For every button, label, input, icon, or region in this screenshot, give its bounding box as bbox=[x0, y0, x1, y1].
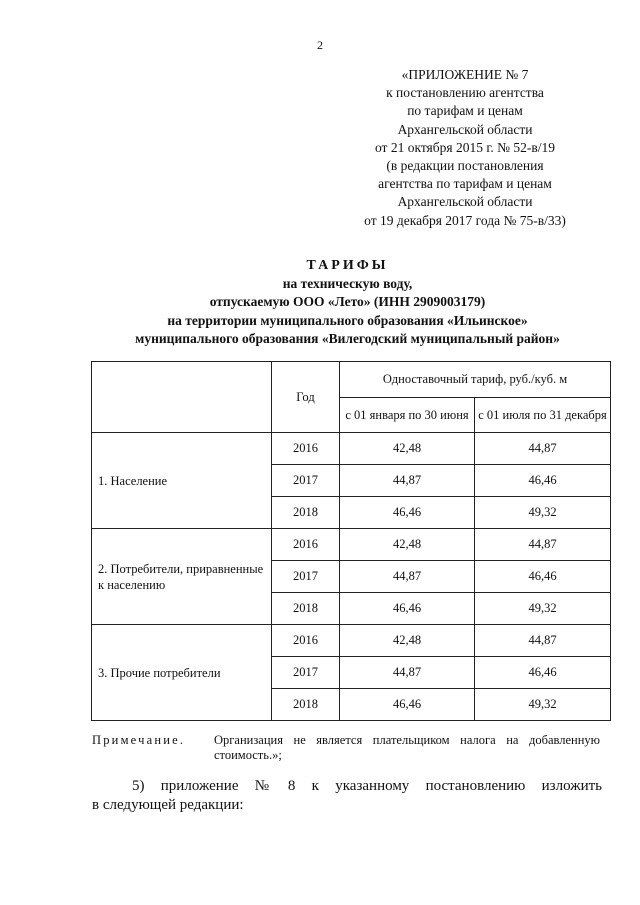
appendix-line: «ПРИЛОЖЕНИЕ № 7 bbox=[401, 67, 529, 82]
tariff-cell: 46,46 bbox=[340, 689, 475, 721]
tariff-cell: 46,46 bbox=[340, 593, 475, 625]
appendix-line: от 19 декабря 2017 года № 75-в/33) bbox=[364, 212, 566, 228]
tariff-cell: 42,48 bbox=[340, 433, 475, 465]
category-cell: 2. Потребители, приравненные к населению bbox=[92, 529, 272, 625]
year-cell: 2016 bbox=[272, 625, 340, 657]
header-period-2: с 01 июля по 31 декабря bbox=[475, 398, 611, 433]
appendix-line: Архангельской области bbox=[397, 194, 533, 210]
tariff-cell: 49,32 bbox=[475, 497, 611, 529]
tariff-cell: 44,87 bbox=[475, 433, 611, 465]
year-cell: 2016 bbox=[272, 529, 340, 561]
year-cell: 2017 bbox=[272, 657, 340, 689]
paragraph-line: 5) приложение № 8 к указанному постановлению изложить bbox=[132, 778, 602, 794]
document-title bbox=[95, 257, 600, 348]
category-cell: 3. Прочие потребители bbox=[92, 625, 272, 721]
category-cell: 1. Население bbox=[92, 433, 272, 529]
tariff-cell: 44,87 bbox=[475, 625, 611, 657]
year-cell: 2018 bbox=[272, 497, 340, 529]
table-row bbox=[92, 625, 611, 657]
tariff-cell: 46,46 bbox=[475, 465, 611, 497]
year-cell: 2018 bbox=[272, 593, 340, 625]
header-year: Год bbox=[272, 362, 340, 433]
title-line: муниципального образования «Вилегодский муниципальный район» bbox=[135, 330, 560, 346]
title-line: отпускаемую ООО «Лето» (ИНН 2909003179) bbox=[209, 294, 486, 310]
appendix-line: Архангельской области bbox=[397, 121, 533, 137]
title-line: на территории муниципального образования «Ильинское» bbox=[167, 312, 528, 328]
appendix-header bbox=[330, 66, 600, 230]
tariff-cell: 42,48 bbox=[340, 529, 475, 561]
page-number: 2 bbox=[317, 38, 323, 52]
appendix-line: от 21 октября 2015 г. № 52-в/19 bbox=[374, 139, 555, 155]
tariff-cell: 44,87 bbox=[340, 561, 475, 593]
table-row bbox=[92, 529, 611, 561]
appendix-line: по тарифам и ценам bbox=[407, 103, 523, 119]
appendix-line: к постановлению агентства bbox=[386, 85, 544, 101]
year-cell: 2016 bbox=[272, 433, 340, 465]
title-main: ТАРИФЫ bbox=[306, 258, 389, 273]
year-cell: 2017 bbox=[272, 561, 340, 593]
title-line: на техническую воду, bbox=[282, 276, 413, 292]
year-cell: 2017 bbox=[272, 465, 340, 497]
table-row bbox=[92, 433, 611, 465]
tariff-table bbox=[91, 361, 611, 721]
note-label: Примечание. bbox=[92, 733, 186, 747]
tariff-cell: 44,87 bbox=[340, 657, 475, 689]
body-paragraph bbox=[92, 777, 602, 815]
tariff-cell: 49,32 bbox=[475, 689, 611, 721]
tariff-cell: 46,46 bbox=[340, 497, 475, 529]
year-cell: 2018 bbox=[272, 689, 340, 721]
tariff-cell: 46,46 bbox=[475, 657, 611, 689]
note-text: Организация не является плательщиком налога на добавленную стоимость.»; bbox=[214, 733, 600, 762]
table-header-row bbox=[92, 362, 611, 398]
tariff-cell: 42,48 bbox=[340, 625, 475, 657]
tariff-cell: 44,87 bbox=[340, 465, 475, 497]
header-empty-cell bbox=[92, 362, 272, 433]
header-period-1: с 01 января по 30 июня bbox=[340, 398, 475, 433]
tariff-cell: 44,87 bbox=[475, 529, 611, 561]
paragraph-line: в следующей редакции: bbox=[92, 797, 244, 813]
appendix-line: агентства по тарифам и ценам bbox=[378, 176, 552, 192]
tariff-cell: 46,46 bbox=[475, 561, 611, 593]
appendix-line: (в редакции постановления bbox=[386, 158, 544, 174]
header-tariff: Одноставочный тариф, руб./куб. м bbox=[340, 362, 611, 398]
tariff-cell: 49,32 bbox=[475, 593, 611, 625]
